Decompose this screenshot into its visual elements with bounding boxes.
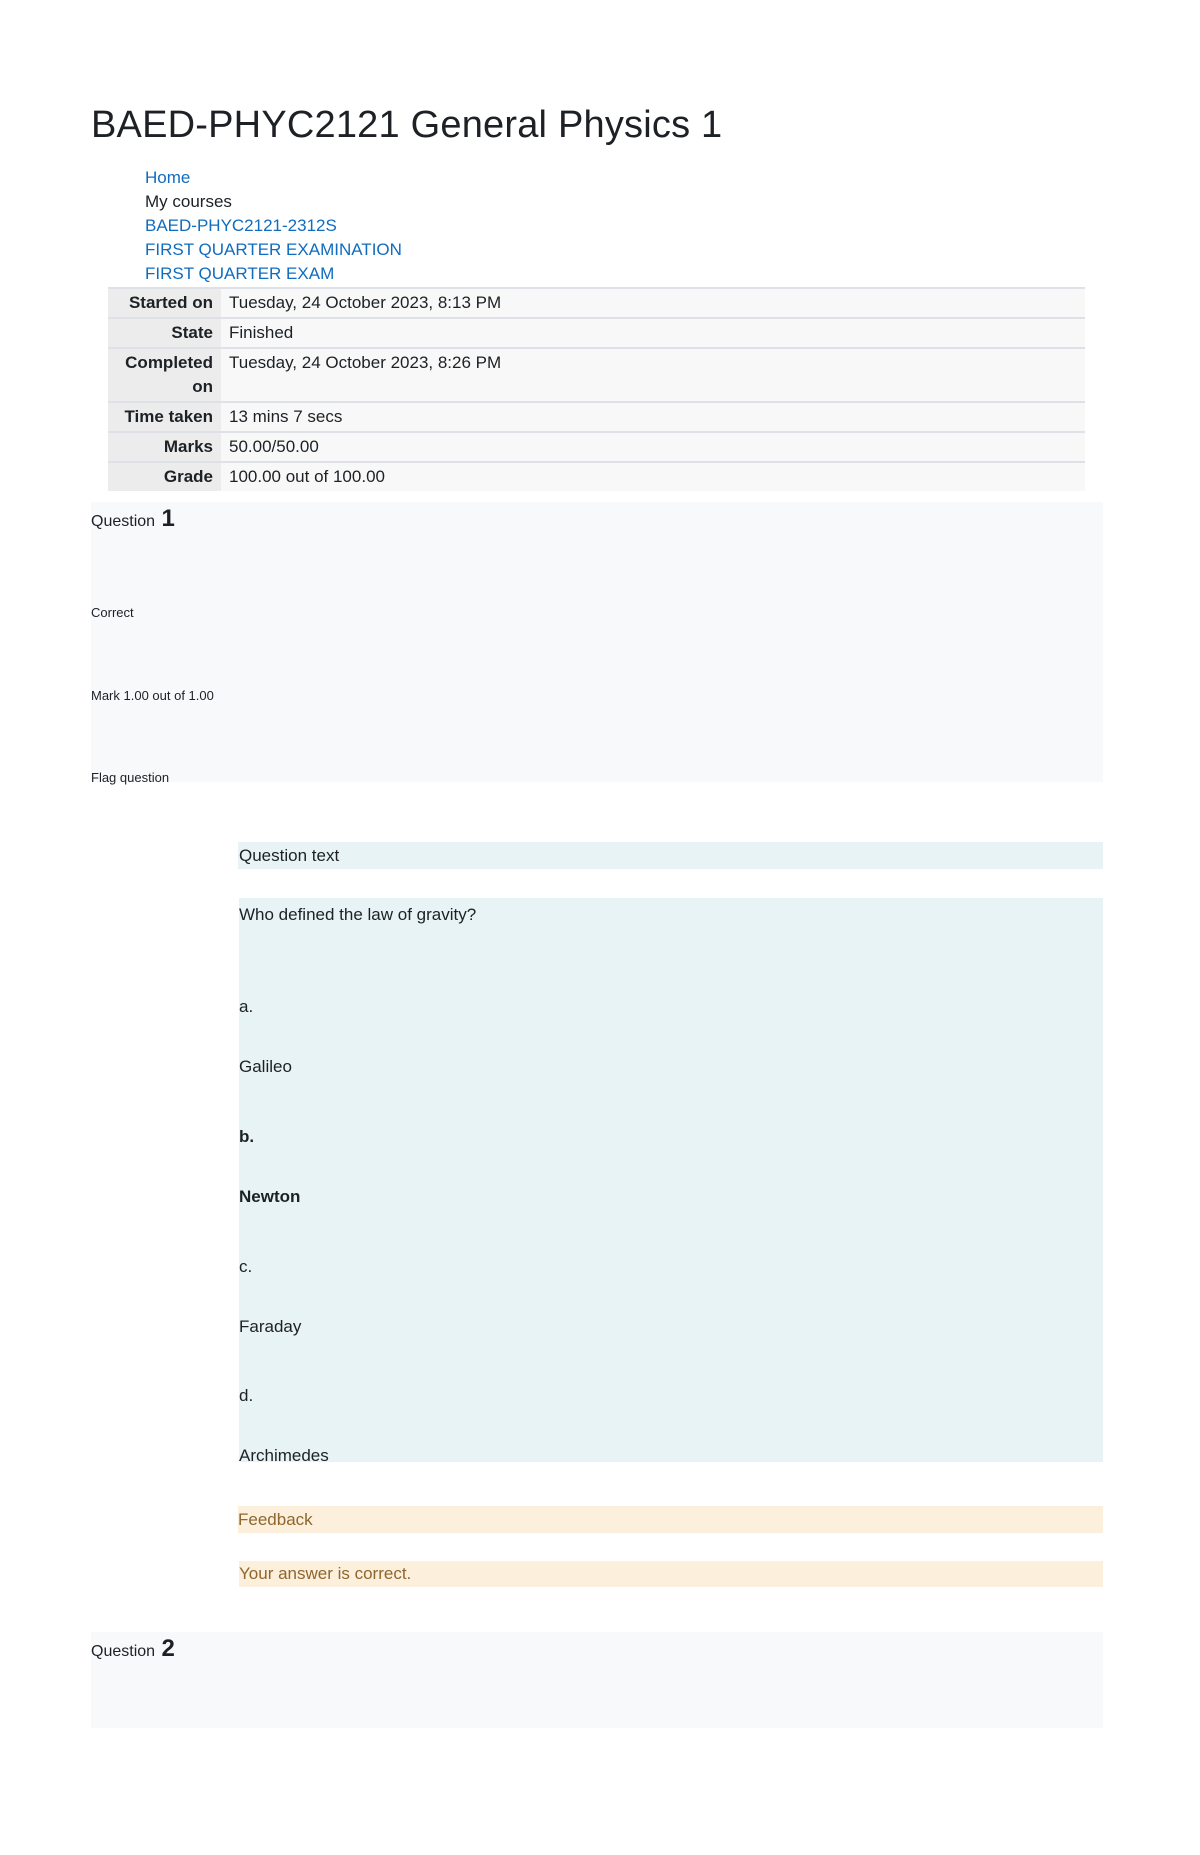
question-number	[91, 505, 175, 533]
summary-row-marks	[108, 432, 1085, 462]
breadcrumb-quiz[interactable]: FIRST QUARTER EXAM	[145, 264, 335, 283]
page-title: BAED-PHYC2121 General Physics 1	[91, 104, 723, 146]
question-1-body	[239, 898, 1103, 1465]
question-text-heading	[238, 842, 1103, 869]
option-b-letter[interactable]: b.	[239, 1127, 255, 1146]
breadcrumb-my-courses: My courses	[145, 192, 232, 211]
summary-value: Tuesday, 24 October 2023, 8:26 PM	[221, 348, 1085, 402]
summary-label: State	[108, 318, 221, 348]
breadcrumb	[145, 166, 402, 286]
breadcrumb-section[interactable]: FIRST QUARTER EXAMINATION	[145, 240, 402, 259]
summary-row-grade	[108, 462, 1085, 491]
option-c-answer[interactable]: Faraday	[239, 1317, 302, 1336]
flag-question-link[interactable]: Flag question	[91, 770, 170, 785]
option-d-answer[interactable]: Archimedes	[239, 1446, 329, 1465]
summary-label: Marks	[108, 432, 221, 462]
question-text: Who defined the law of gravity?	[239, 905, 477, 924]
summary-value: 13 mins 7 secs	[221, 402, 1085, 432]
summary-row-state	[108, 318, 1085, 348]
summary-value: 50.00/50.00	[221, 432, 1085, 462]
question-1-info	[91, 502, 1103, 785]
question-2-info	[91, 1632, 1103, 1728]
question-number-value: 1	[161, 505, 175, 532]
question-number	[91, 1635, 175, 1663]
option-d-letter[interactable]: d.	[239, 1386, 254, 1405]
summary-label: Time taken	[108, 402, 221, 432]
attempt-summary-table	[108, 287, 1085, 491]
summary-label: Started on	[108, 288, 221, 318]
question-prefix: Question	[91, 1643, 156, 1660]
summary-row-started	[108, 288, 1085, 318]
question-prefix: Question	[91, 513, 156, 530]
question-text-heading-label: Question text	[239, 846, 340, 865]
option-b-answer[interactable]: Newton	[239, 1187, 301, 1206]
summary-value: Tuesday, 24 October 2023, 8:13 PM	[221, 288, 1085, 318]
question-status: Correct	[91, 605, 134, 620]
summary-label: Completed on	[108, 348, 221, 402]
summary-value: Finished	[221, 318, 1085, 348]
summary-row-time-taken	[108, 402, 1085, 432]
feedback-text: Your answer is correct.	[239, 1561, 1103, 1587]
summary-value: 100.00 out of 100.00	[221, 462, 1085, 491]
question-number-value: 2	[161, 1635, 175, 1662]
option-a-letter[interactable]: a.	[239, 997, 254, 1016]
breadcrumb-course[interactable]: BAED-PHYC2121-2312S	[145, 216, 337, 235]
summary-row-completed	[108, 348, 1085, 402]
option-a-answer[interactable]: Galileo	[239, 1057, 292, 1076]
summary-label: Grade	[108, 462, 221, 491]
question-mark: Mark 1.00 out of 1.00	[91, 688, 214, 703]
feedback-heading: Feedback	[238, 1506, 1103, 1533]
option-c-letter[interactable]: c.	[239, 1257, 253, 1276]
breadcrumb-home[interactable]: Home	[145, 168, 191, 187]
